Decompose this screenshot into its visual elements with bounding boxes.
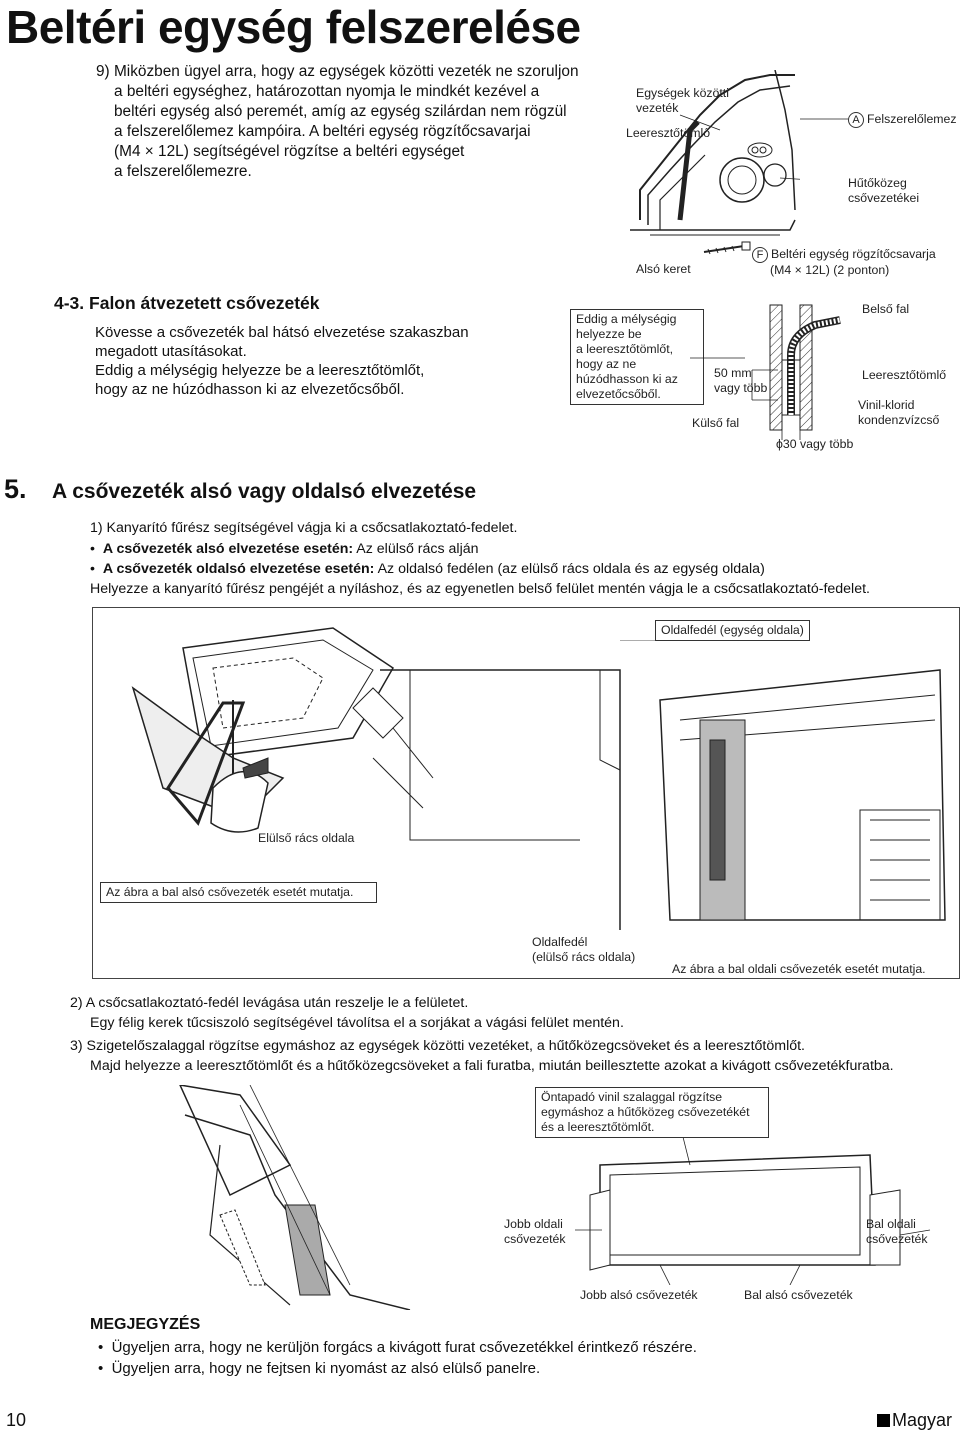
- refrig-line: Hűtőközeg: [848, 176, 907, 190]
- left-line: Bal oldali: [866, 1217, 916, 1231]
- right-line: Jobb oldali: [504, 1217, 563, 1231]
- side-cover-illustration: [380, 640, 955, 930]
- fig4-right-pipe-label: [504, 1217, 566, 1247]
- section-4-3-heading: 4-3. Falon átvezetett csővezeték: [54, 293, 320, 313]
- bullet-bold: A csővezeték oldalsó elvezetése esetén:: [102, 561, 375, 577]
- fig4-right-bottom-label: Jobb alsó csővezeték: [580, 1288, 698, 1302]
- tape-line: és a leeresztőtömlőt.: [541, 1120, 655, 1134]
- step-2: 2) A csőcsatlakoztató-fedél levágása után reszelje le a felületet.: [70, 995, 469, 1011]
- sec43-line: megadott utasításokat.: [95, 343, 247, 360]
- fig1-mounting-plate-label: [848, 112, 957, 128]
- step-9-line: beltéri egység alsó peremét, amíg az egység szilárdan nem rögzül: [114, 103, 567, 120]
- step-3: 3) Szigetelőszalaggal rögzítse egymáshoz az egységek közötti vezetéket, a hűtőközegcsöveket és a leeresztőtömlőt.: [70, 1038, 805, 1054]
- note-item: • Ügyeljen arra, hogy ne fejtsen ki nyomást az alsó elülső panelre.: [98, 1360, 541, 1377]
- fig1-wiring-label: [636, 86, 729, 116]
- language-label: [877, 1410, 952, 1431]
- step-9-line: 9) Miközben ügyel arra, hogy az egységek közötti vezeték ne szoruljon: [96, 63, 579, 80]
- fig2-callout: [570, 309, 704, 405]
- section-5-title: A csővezeték alsó vagy oldalsó elvezetése: [52, 480, 477, 503]
- bullet-dot: •: [90, 561, 103, 577]
- bullet-dot: •: [90, 541, 103, 557]
- section-4-3-text: [95, 323, 525, 399]
- fig2-depth-label: [714, 366, 767, 396]
- sec43-line: Eddig a mélységig helyezze be a leeresztőtömlőt,: [95, 362, 425, 379]
- step-9-text: [96, 62, 586, 182]
- fig2-inner-wall-label: Belső fal: [862, 302, 910, 316]
- left-line: csővezeték: [866, 1232, 928, 1246]
- tape-line: Öntapadó vinil szalaggal rögzítse: [541, 1090, 723, 1104]
- page-number: 10: [6, 1410, 27, 1430]
- screw-text: Beltéri egység rögzítőcsavarja: [771, 247, 936, 261]
- pvc-line: kondenzvízcső: [858, 413, 940, 427]
- callout-line: Eddig a mélységig: [576, 312, 677, 326]
- fig1-screw-label: [752, 247, 936, 278]
- bullet-bold: A csővezeték alsó elvezetése esetén:: [102, 541, 354, 557]
- marker-f: F: [752, 247, 768, 263]
- file-deburr-illustration: [90, 1085, 540, 1310]
- refrig-line: csővezetékei: [848, 191, 920, 205]
- fig3-caption-left: Az ábra a bal alsó csővezeték esetét mutatja.: [100, 882, 377, 903]
- black-square-icon: [877, 1414, 890, 1427]
- screw-text: (M4 × 12L) (2 ponton): [770, 263, 890, 277]
- fig3-caption-right: Az ábra a bal oldali csővezeték esetét mutatja.: [672, 962, 926, 976]
- fig1-refrigerant-label: [848, 176, 919, 206]
- sec5-bullet-bottom: [90, 540, 479, 559]
- sec43-line: hogy az ne húzódhasson ki az elvezetőcsőből.: [95, 381, 405, 398]
- fig4-left-bottom-label: Bal alsó csővezeték: [744, 1288, 853, 1302]
- marker-a: A: [848, 112, 864, 128]
- fig3-side-cover-unit-label: Oldalfedél (egység oldala): [655, 620, 810, 641]
- fig1-wiring-line: Egységek közötti: [636, 86, 729, 100]
- step-2-detail: Egy félig kerek tűcsiszoló segítségével távolítsa el a sorjákat a vágási felület mentén.: [90, 1015, 624, 1031]
- fig2-diameter-label: ϕ30 vagy több: [776, 437, 854, 451]
- page-title: Beltéri egység felszerelése: [6, 1, 581, 53]
- mm-line: 50 mm: [714, 366, 752, 380]
- fig3-side-cover-front-label: [532, 935, 635, 965]
- callout-line: elvezetőcsőből.: [576, 387, 661, 401]
- sec5-bullet-side: [90, 560, 765, 579]
- sec5-instruction: Helyezze a kanyarító fűrész pengéjét a nyíláshoz, és az egyenetlen belső felület mentén vágja le a csőcsatlakoztató-fedelet.: [90, 581, 870, 597]
- step-9-line: a felszerelőlemez kampóira. A beltéri egység rögzítőcsavarjai: [114, 123, 531, 140]
- step-3-detail: Majd helyezze a leeresztőtömlőt és a hűtőközegcsöveket a fali furatba, miután beillesztette azokat a kivágott csővezetékfuratba.: [90, 1058, 894, 1074]
- step-9-line: (M4 × 12L) segítségével rögzítse a beltéri egységet: [114, 143, 465, 160]
- tape-line: egymáshoz a hűtőközeg csővezetékét: [541, 1105, 750, 1119]
- fig1-wiring-line: vezeték: [636, 101, 679, 115]
- bullet-rest: Az elülső rács alján: [353, 541, 479, 557]
- screw-icon: [700, 240, 760, 260]
- callout-line: hogy az ne: [576, 357, 637, 371]
- sec5-step1: 1) Kanyarító fűrész segítségével vágja ki a csőcsatlakoztató-fedelet.: [90, 520, 518, 536]
- note-item-text: Ügyeljen arra, hogy ne kerüljön forgács a kivágott furat csővezetékkel érintkező részére.: [111, 1339, 697, 1356]
- callout-line: a leeresztőtömlőt,: [576, 342, 674, 356]
- side-cover-line: Oldalfedél: [532, 935, 588, 949]
- mm-line: vagy több: [714, 381, 768, 395]
- fig2-drain-hose-label: Leeresztőtömlő: [862, 368, 947, 382]
- step-9-line: a felszerelőlemezre.: [114, 163, 252, 180]
- note-item-text: Ügyeljen arra, hogy ne fejtsen ki nyomást az alsó elülső panelre.: [111, 1360, 541, 1377]
- fig1-drain-hose-label: Leeresztőtömlő: [626, 126, 711, 140]
- fig4-left-pipe-label: [866, 1217, 928, 1247]
- note-item: • Ügyeljen arra, hogy ne kerüljön forgács a kivágott furat csővezetékkel érintkező részére.: [98, 1339, 697, 1356]
- fig2-pvc-label: [858, 398, 939, 428]
- step-9-line: a beltéri egységhez, határozottan nyomja le mindkét kezével a: [114, 83, 540, 100]
- sec43-line: Kövesse a csővezeték bal hátsó elvezetése szakaszban: [95, 324, 469, 341]
- mounting-plate-text: Felszerelőlemez: [867, 112, 957, 126]
- bullet-rest: Az oldalsó fedélen (az elülső rács oldala és az egység oldala): [374, 561, 765, 577]
- pipe-bundle-illustration: [540, 1135, 960, 1285]
- callout-line: helyezze be: [576, 327, 642, 341]
- language-text: Magyar: [891, 1410, 952, 1430]
- section-5-number: 5.: [4, 474, 27, 504]
- fig3-front-grille-label: Elülső rács oldala: [258, 831, 355, 845]
- fig4-tape-callout: [535, 1087, 769, 1138]
- pvc-line: Vinil-klorid: [858, 398, 915, 412]
- fig2-outer-wall-label: Külső fal: [692, 416, 740, 430]
- fig1-bottom-frame-label: Alsó keret: [636, 262, 691, 276]
- right-line: csővezeték: [504, 1232, 566, 1246]
- note-heading: MEGJEGYZÉS: [90, 1316, 201, 1333]
- side-cover-line: (elülső rács oldala): [532, 950, 636, 964]
- callout-line: húzódhasson ki az: [576, 372, 678, 386]
